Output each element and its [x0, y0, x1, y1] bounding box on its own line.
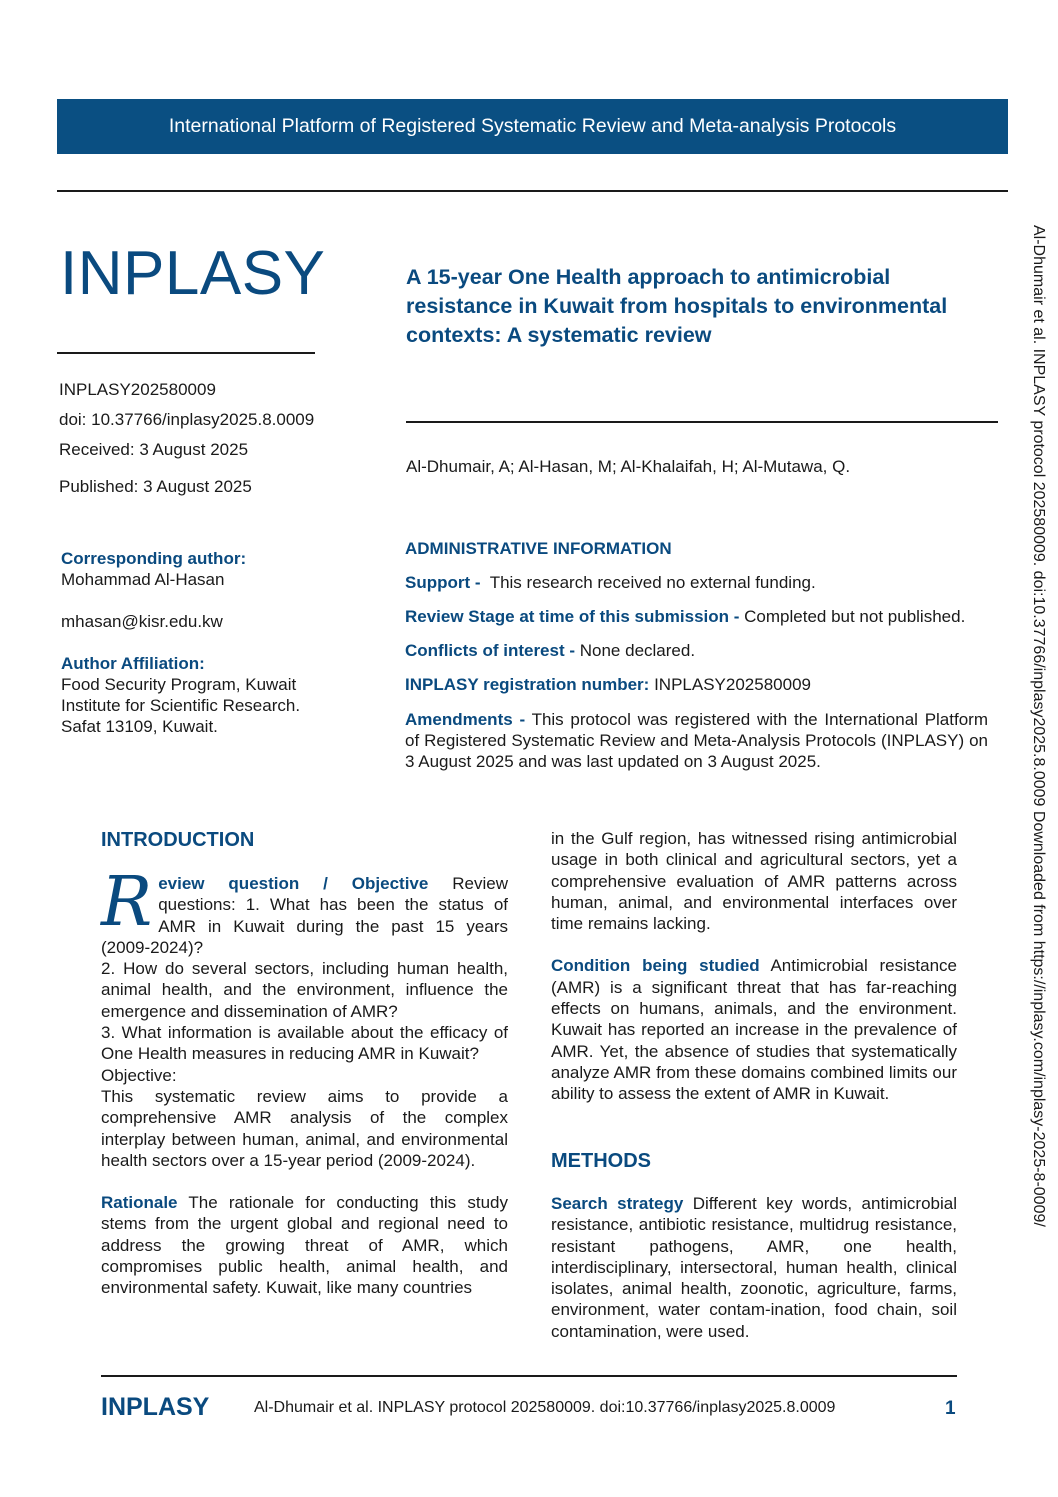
author-list: Al-Dhumair, A; Al-Hasan, M; Al-Khalaifah, H; Al-Mutawa, Q.: [406, 457, 851, 476]
received-date: Received: 3 August 2025: [59, 440, 249, 459]
affiliation-line: Institute for Scientific Research.: [61, 696, 301, 715]
affiliation-heading: Author Affiliation:: [61, 654, 205, 673]
top-divider: [57, 190, 1008, 192]
admin-conflicts: [405, 641, 988, 660]
conflicts-label: Conflicts of interest -: [405, 641, 576, 660]
methods-heading: METHODS: [551, 1150, 651, 1172]
condition-paragraph: [551, 955, 957, 1104]
affiliation-line: Safat 13109, Kuwait.: [61, 717, 218, 736]
admin-amendments: [405, 709, 988, 772]
review-question-label: eview question / Objective: [158, 874, 429, 893]
intro-column-left: [101, 863, 508, 1299]
question-3: 3. What information is available about the efficacy of One Health measures in reducing AMR in Kuwait?: [101, 1023, 508, 1064]
support-text: This research received no external funding.: [489, 573, 816, 592]
admin-registration: [405, 675, 988, 694]
review-question-text: Review questions: 1. What has been the status of AMR in Kuwait during the past 15 years (2009-2024)?: [101, 874, 508, 957]
condition-text: Antimicrobial resistance (AMR) is a significant threat that has far-reaching effects on humans, animals, and the environment. Kuwait has reported an increase in the prevalence of AMR. Yet, the absence of studies that systematically analyze AMR from these domains combined limits our ability to assess the extent of AMR in Kuwait.: [551, 956, 957, 1104]
conflicts-text: None declared.: [579, 641, 696, 660]
search-strategy-paragraph: [551, 1193, 957, 1342]
page-number: 1: [945, 1398, 956, 1419]
registration-text: INPLASY202580009: [654, 675, 811, 694]
affiliation-line: Food Security Program, Kuwait: [61, 675, 297, 694]
review-question-paragraph: [101, 863, 508, 958]
drop-cap: R: [101, 863, 153, 942]
question-2: 2. How do several sectors, including human health, animal health, and the environment, influence the emergence and dissemination of AMR?: [101, 959, 508, 1021]
logo-divider: [57, 352, 315, 354]
admin-heading: ADMINISTRATIVE INFORMATION: [405, 539, 672, 558]
article-title: A 15-year One Health approach to antimicrobial resistance in Kuwait from hospitals to environmental contexts: A systematic review: [406, 265, 948, 347]
objective-label: Objective:: [101, 1065, 177, 1085]
search-strategy-label: Search strategy: [551, 1194, 684, 1213]
objective-text: This systematic review aims to provide a comprehensive AMR analysis of the complex interplay between human, animal, and environmental health sectors over a 15-year period (2009-2024).: [101, 1086, 508, 1170]
search-strategy-text: Different key words, antimicrobial resistance, antibiotic resistance, multidrug resistance, resistant pathogens, AMR, one health, interdisciplinary, intersectoral, human health, clinical isolates, animal health, zoonotic, agriculture, farms, environment, water contam-ination, food chain, soil contamination, were used.: [551, 1194, 957, 1341]
condition-label: Condition being studied: [551, 956, 760, 976]
rationale-paragraph: [101, 1192, 508, 1298]
amendments-label: Amendments -: [405, 710, 526, 729]
stage-label: Review Stage at time of this submission -: [405, 607, 740, 626]
stage-text: Completed but not published.: [744, 607, 966, 626]
published-date: Published: 3 August 2025: [59, 477, 252, 496]
rationale-label: Rationale: [101, 1193, 178, 1213]
admin-info-block: [405, 539, 988, 772]
corresponding-name: Mohammad Al-Hasan: [61, 570, 225, 589]
footer-divider: [101, 1375, 957, 1377]
registration-label: INPLASY registration number:: [405, 675, 650, 694]
rationale-text: The rationale for conducting this study stems from the urgent global and regional need to address the growing threat of AMR, which compromises public health, animal health, and environmental safety. Kuwait, like many countries: [101, 1193, 508, 1298]
support-label: Support -: [405, 573, 481, 592]
inplasy-logo: INPLASY: [60, 239, 326, 308]
corresponding-heading: Corresponding author:: [61, 549, 247, 568]
author-email[interactable]: mhasan@kisr.edu.kw: [61, 612, 223, 631]
introduction-heading: INTRODUCTION: [101, 829, 255, 851]
admin-support: [405, 573, 988, 592]
amendments-text: This protocol was registered with the International Platform of Registered Systematic Review and Meta-Analysis Protocols (INPLASY) on 3 August 2025 and was last updated on 3 August 2025.: [405, 710, 988, 771]
rationale-continued: in the Gulf region, has witnessed rising antimicrobial usage in both clinical and agricultural sectors, yet a comprehensive evaluation of AMR patterns across human, animal, and environmental interfaces over time remains lacking.: [551, 829, 957, 934]
intro-column-right: [551, 828, 957, 1105]
footer-citation: Al-Dhumair et al. INPLASY protocol 202580009. doi:10.37766/inplasy2025.8.0009: [254, 1399, 836, 1416]
side-download-notice: Al-Dhumair et al. INPLASY protocol 202580009. doi:10.37766/inplasy2025.8.0009 Downloaded from https://inplasy.com/inplasy-2025-8-0009/: [1030, 225, 1047, 1227]
protocol-id: INPLASY202580009: [59, 380, 216, 399]
footer-logo: INPLASY: [101, 1393, 210, 1421]
admin-stage: [405, 607, 988, 626]
title-divider: [406, 421, 998, 423]
corresponding-author-block: [61, 548, 361, 737]
doi-link[interactable]: doi: 10.37766/inplasy2025.8.0009: [59, 410, 315, 429]
journal-banner: International Platform of Registered Systematic Review and Meta-analysis Protocols: [57, 99, 1008, 154]
